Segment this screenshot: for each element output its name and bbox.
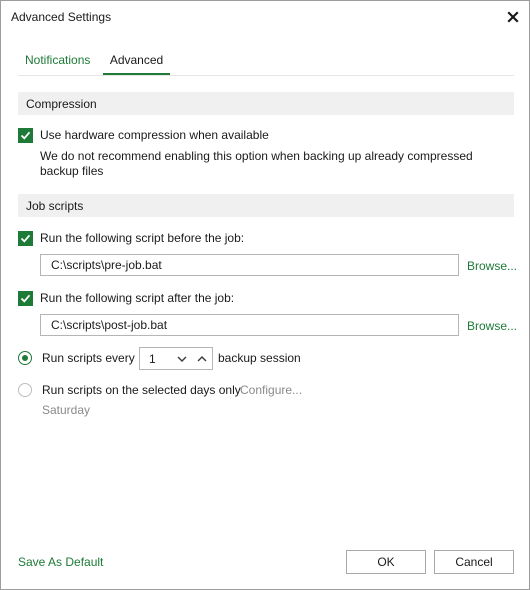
radio-selected-dot bbox=[22, 355, 28, 361]
chevron-down-icon bbox=[177, 356, 187, 362]
run-on-days-radio[interactable] bbox=[18, 383, 32, 397]
pre-job-script-checkbox[interactable] bbox=[18, 231, 33, 246]
compression-note-line-1: We do not recommend enabling this option when backing up already compressed bbox=[40, 149, 473, 163]
tabs-divider bbox=[18, 75, 514, 76]
compression-note-line-2: backup files bbox=[40, 164, 104, 178]
post-job-script-checkbox[interactable] bbox=[18, 291, 33, 306]
tab-advanced[interactable]: Advanced bbox=[103, 53, 170, 75]
chevron-up-icon bbox=[197, 356, 207, 362]
job-scripts-section-title: Job scripts bbox=[26, 199, 84, 213]
close-button[interactable] bbox=[501, 5, 525, 29]
run-on-days-label[interactable]: Run scripts on the selected days only bbox=[42, 383, 241, 397]
pre-job-browse-link[interactable]: Browse... bbox=[467, 259, 518, 273]
tab-notifications[interactable]: Notifications bbox=[25, 53, 91, 67]
compression-section-header bbox=[18, 92, 514, 115]
post-job-script-label[interactable]: Run the following script after the job: bbox=[40, 291, 235, 305]
post-job-script-path-input[interactable] bbox=[40, 314, 459, 336]
pre-job-script-path-input[interactable] bbox=[40, 254, 459, 276]
compression-section-title: Compression bbox=[26, 97, 97, 111]
decrement-button[interactable] bbox=[175, 351, 189, 366]
backup-session-label: backup session bbox=[218, 351, 301, 365]
checkmark-icon bbox=[20, 293, 31, 304]
increment-button[interactable] bbox=[195, 351, 209, 366]
save-as-default-link[interactable]: Save As Default bbox=[18, 555, 104, 569]
post-job-browse-link[interactable]: Browse... bbox=[467, 319, 518, 333]
title-bar bbox=[1, 1, 529, 33]
checkmark-icon bbox=[20, 130, 31, 141]
cancel-button[interactable]: Cancel bbox=[434, 550, 514, 574]
job-scripts-section-header bbox=[18, 194, 514, 217]
configure-days-link[interactable]: Configure... bbox=[240, 383, 303, 397]
dialog-title: Advanced Settings bbox=[11, 10, 112, 24]
pre-job-script-label[interactable]: Run the following script before the job: bbox=[40, 231, 245, 245]
sessions-count-value: 1 bbox=[149, 352, 156, 366]
sessions-count-stepper[interactable] bbox=[139, 347, 213, 370]
ok-button[interactable]: OK bbox=[346, 550, 426, 574]
close-icon bbox=[507, 11, 519, 23]
hw-compression-checkbox[interactable] bbox=[18, 128, 33, 143]
run-every-radio[interactable] bbox=[18, 351, 32, 365]
hw-compression-label[interactable]: Use hardware compression when available bbox=[40, 128, 269, 142]
selected-days-value: Saturday bbox=[42, 403, 91, 417]
compression-note bbox=[40, 149, 473, 179]
checkmark-icon bbox=[20, 233, 31, 244]
run-every-label[interactable]: Run scripts every bbox=[42, 351, 135, 365]
